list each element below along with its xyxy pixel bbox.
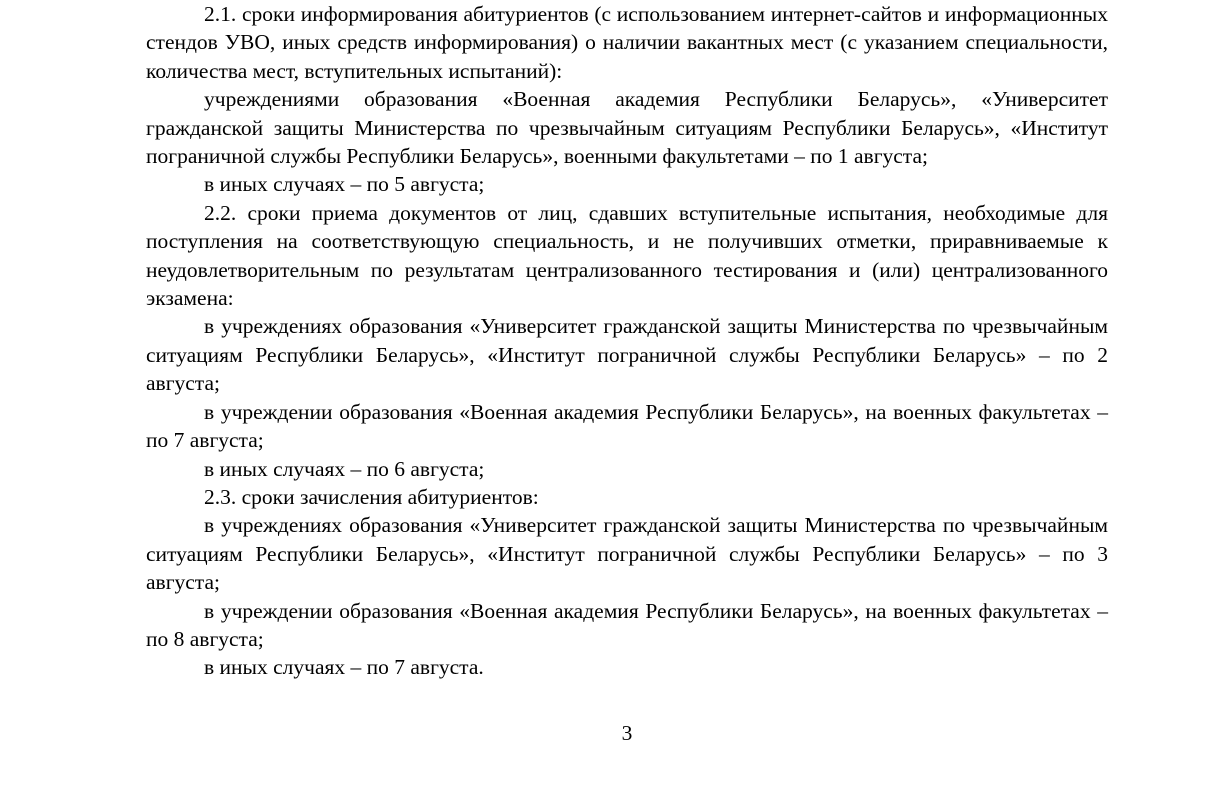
paragraph-emergency-university-docs: в учреждениях образования «Университет гражданской защиты Министерства по чрезвычайным ситуациям Республики Беларусь», «Институт пограничной службы Республики Беларусь» – по 2 августа;	[146, 314, 1108, 396]
paragraph-other-cases-docs: в иных случаях – по 6 августа;	[204, 456, 485, 481]
paragraph-other-cases-enrollment: в иных случаях – по 7 августа.	[204, 655, 484, 680]
paragraph-military-academy-docs: в учреждении образования «Военная академия Республики Беларусь», на военных факультетах – по 7 августа;	[146, 399, 1108, 453]
paragraph-2-3: 2.3. сроки зачисления абитуриентов:	[204, 484, 539, 509]
page-number: 3	[621, 721, 633, 745]
paragraph-2-2: 2.2. сроки приема документов от лиц, сдавших вступительные испытания, необходимые для поступления на соответствующую специальность, и не получивших отметки, приравниваемые к неудовлетворительным по результатам централизованного тестирования и (или) централизованного экзамена:	[146, 200, 1108, 311]
paragraph-2-1: 2.1. сроки информирования абитуриентов (с использованием интернет-сайтов и информационных стендов УВО, иных средств информирования) о наличии вакантных мест (с указанием специальности, количества мест, вступительных испытаний):	[146, 2, 1108, 83]
document-body	[146, 0, 1108, 682]
paragraph-military-academy-info: учреждениями образования «Военная академия Республики Беларусь», «Университет гражданской защиты Министерства по чрезвычайным ситуациям Республики Беларусь», «Институт пограничной службы Республики Беларусь», военными факультетами – по 1 августа;	[146, 87, 1108, 169]
paragraph-other-cases-info: в иных случаях – по 5 августа;	[204, 172, 485, 197]
document-page	[146, 0, 1108, 800]
paragraph-emergency-university-enrollment: в учреждениях образования «Университет гражданской защиты Министерства по чрезвычайным ситуациям Республики Беларусь», «Институт пограничной службы Республики Беларусь» – по 3 августа;	[146, 513, 1108, 595]
paragraph-military-academy-enrollment: в учреждении образования «Военная академия Республики Беларусь», на военных факультетах – по 8 августа;	[146, 598, 1108, 651]
